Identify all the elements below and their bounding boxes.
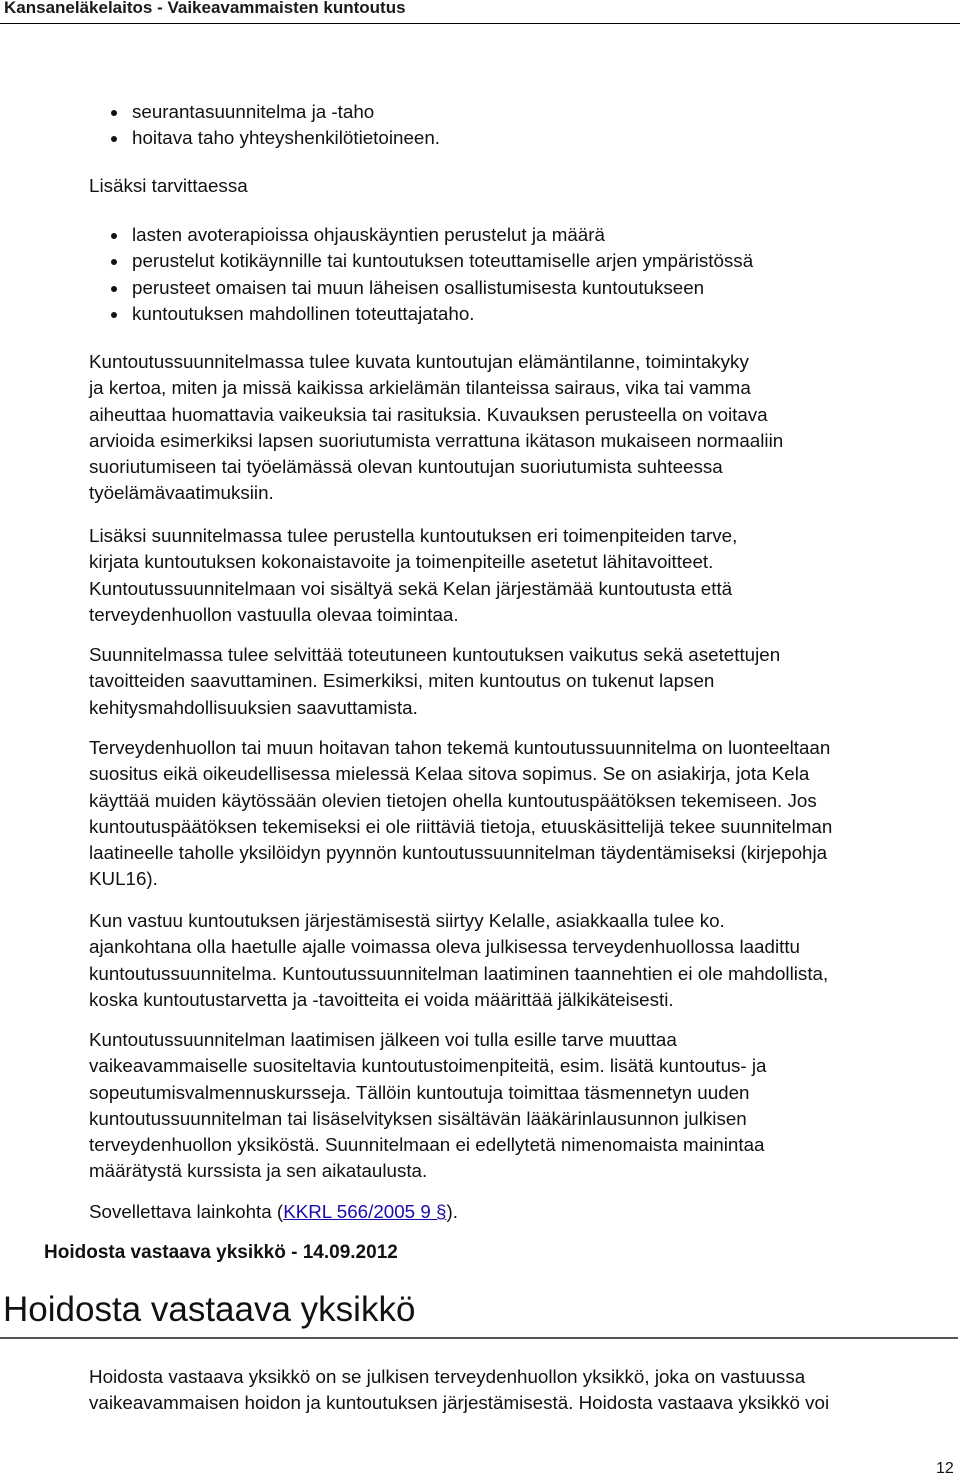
section-heading: Hoidosta vastaava yksikkö	[3, 1290, 416, 1329]
text-line: kehitysmahdollisuuksien saavuttamista.	[89, 696, 418, 718]
text-line: koska kuntoutustarvetta ja -tavoitteita ei voida määrittää jälkikäteisesti.	[89, 988, 674, 1010]
paragraph-care-unit	[89, 1364, 829, 1417]
law-suffix: ).	[446, 1201, 458, 1222]
text-line: ja kertoa, miten ja missä kaikissa arkielämän tilanteissa sairaus, vika tai vamma	[89, 377, 751, 399]
text-line: arvioida esimerkiksi lapsen suoriutumista verrattuna ikätason mukaiseen normaaliin	[89, 429, 784, 451]
text-line: käyttää muiden käytössään olevien tietojen ohella kuntoutuspäätöksen tekemiseen. Jos	[89, 789, 817, 811]
text-line: Kuntoutussuunnitelmassa tulee kuvata kuntoutujan elämäntilanne, toimintakyky	[89, 351, 749, 372]
text-line: vaikeavammaisen hoidon ja kuntoutuksen järjestämisestä. Hoidosta vastaava yksikkö voi	[89, 1392, 830, 1414]
bullet-list-1	[111, 99, 440, 152]
paragraph-measures	[89, 523, 737, 628]
list-item: perustelut kotikäynnille tai kuntoutuksen toteuttamiselle arjen ympäristössä	[111, 248, 753, 274]
text-line: laatineelle taholle yksilöidyn pyynnön kuntoutussuunnitelman täydentämiseksi (kirjepohja	[89, 842, 828, 864]
paragraph-responsibility	[89, 908, 828, 1013]
text-line: kirjata kuntoutuksen kokonaistavoite ja toimenpiteille asetetut lähitavoitteet.	[89, 551, 714, 573]
list-item: perusteet omaisen tai muun läheisen osallistumisesta kuntoutukseen	[111, 275, 753, 301]
text-line: terveydenhuollon vastuulla olevaa toimintaa.	[89, 603, 459, 625]
text-line: määrätystä kurssista ja sen aikataulusta.	[89, 1160, 428, 1182]
paragraph-evaluation	[89, 642, 780, 721]
text-line: Kun vastuu kuntoutuksen järjestämisestä siirtyy Kelalle, asiakkaalla tulee ko.	[89, 910, 725, 931]
text-line: Kuntoutussuunnitelman laatimisen jälkeen voi tulla esille tarve muuttaa	[89, 1029, 677, 1050]
section-subheading: Hoidosta vastaava yksikkö - 14.09.2012	[44, 1242, 398, 1263]
text-line: sopeutumisvalmennuskursseja. Tällöin kuntoutuja toimittaa täsmennetyn uuden	[89, 1081, 750, 1103]
text-line: suositus eikä oikeudellisessa mielessä Kelaa sitova sopimus. Se on asiakirja, jota Kela	[89, 763, 810, 785]
text-line: Suunnitelmassa tulee selvittää toteutuneen kuntoutuksen vaikutus sekä asetettujen	[89, 644, 781, 665]
text-line: KUL16).	[89, 868, 158, 890]
text-line: ajankohtana olla haetulle ajalle voimassa oleva julkisessa terveydenhuollossa laadittu	[89, 936, 801, 958]
text-line: kuntoutussuunnitelma. Kuntoutussuunnitelman laatiminen taannehtien ei ole mahdollista,	[89, 962, 829, 984]
text-line: tavoitteiden saavuttaminen. Esimerkiksi, miten kuntoutus on tukenut lapsen	[89, 670, 715, 692]
page-number: 12	[936, 1460, 954, 1477]
text-line: suoriutumiseen tai työelämässä olevan kuntoutujan suoriutumista suhteessa	[89, 456, 723, 478]
text-line: Terveydenhuollon tai muun hoitavan tahon tekemä kuntoutussuunnitelma on luonteeltaan	[89, 737, 831, 758]
header-divider	[0, 23, 960, 24]
paragraph-recommendation	[89, 735, 832, 893]
law-prefix: Sovellettava lainkohta (	[89, 1201, 284, 1222]
list-item: kuntoutuksen mahdollinen toteuttajataho.	[111, 301, 753, 327]
list-item: seurantasuunnitelma ja -taho	[111, 99, 440, 125]
text-line: Kuntoutussuunnitelmaan voi sisältyä sekä Kelan järjestämää kuntoutusta että	[89, 577, 733, 599]
law-reference	[89, 1199, 458, 1225]
list-item: lasten avoterapioissa ohjauskäyntien perustelut ja määrä	[111, 222, 753, 248]
paragraph-intro: Lisäksi tarvittaessa	[89, 175, 248, 196]
bullet-list-2	[111, 222, 753, 327]
text-line: Lisäksi suunnitelmassa tulee perustella kuntoutuksen eri toimenpiteiden tarve,	[89, 525, 738, 546]
heading-divider	[0, 1337, 958, 1339]
text-line: kuntoutuspäätöksen tekemiseksi ei ole riittäviä tietoja, etuuskäsittelijä tekee suunnitelman	[89, 815, 833, 837]
text-line: Hoidosta vastaava yksikkö on se julkisen terveydenhuollon yksikkö, joka on vastuussa	[89, 1366, 806, 1387]
text-line: terveydenhuollon yksiköstä. Suunnitelmaan ei edellytetä nimenomaista mainintaa	[89, 1134, 765, 1156]
paragraph-description	[89, 349, 783, 507]
text-line: työelämävaatimuksiin.	[89, 482, 274, 504]
text-line: vaikeavammaiselle suositeltavia kuntoutustoimenpiteitä, esim. lisätä kuntoutus- ja	[89, 1055, 767, 1077]
paragraph-changes	[89, 1027, 767, 1185]
text-line: kuntoutussuunnitelman tai lisäselvityksen sisältävän lääkärinlausunnon julkisen	[89, 1107, 747, 1129]
document-header: Kansaneläkelaitos - Vaikeavammaisten kuntoutus	[4, 0, 406, 17]
law-link[interactable]: KKRL 566/2005 9 §	[283, 1201, 447, 1222]
list-item: hoitava taho yhteyshenkilötietoineen.	[111, 125, 440, 151]
text-line: aiheuttaa huomattavia vaikeuksia tai rasituksia. Kuvauksen perusteella on voitava	[89, 403, 768, 425]
